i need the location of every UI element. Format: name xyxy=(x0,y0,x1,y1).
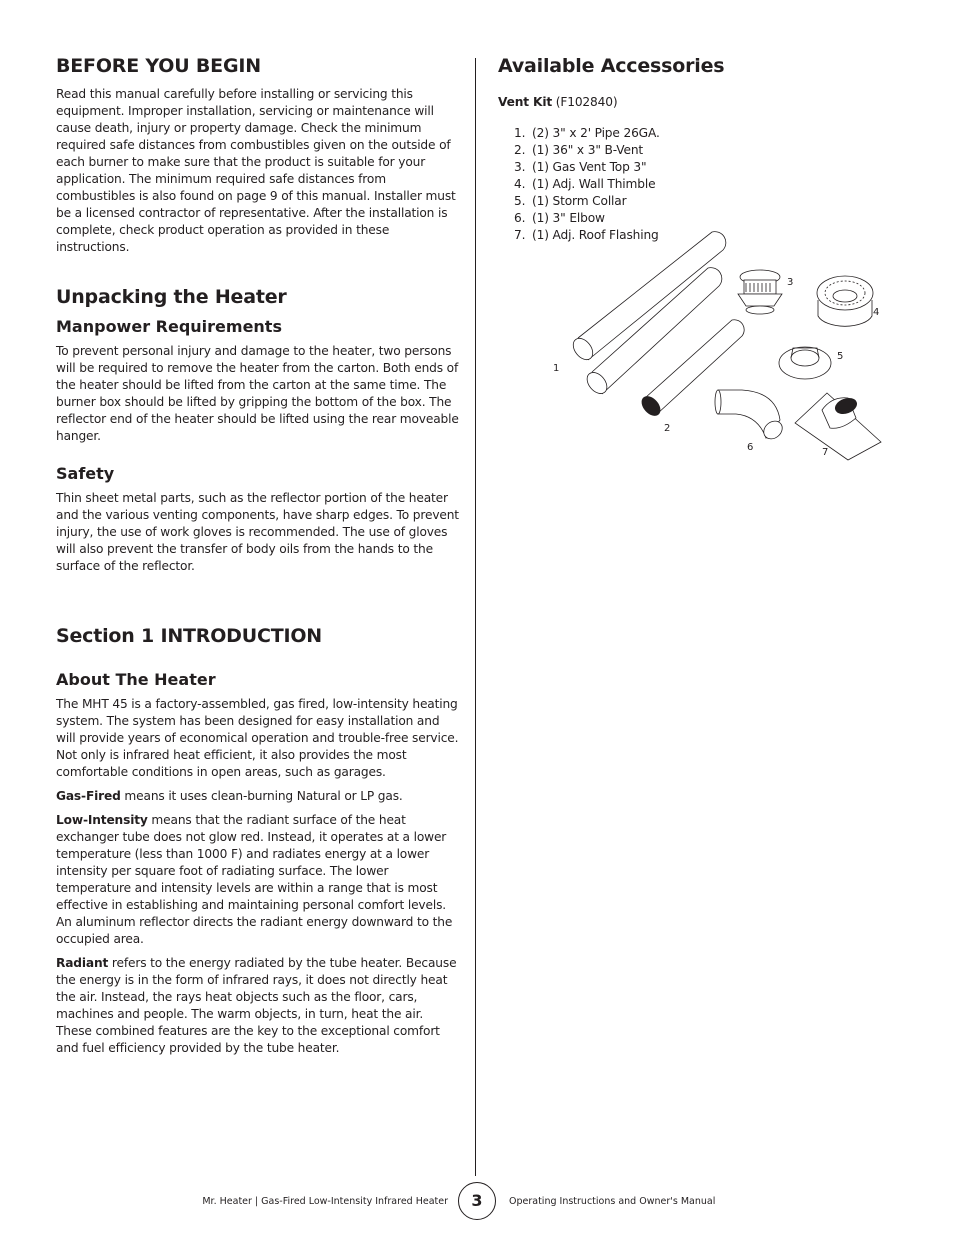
before-you-begin-heading: BEFORE YOU BEGIN xyxy=(56,55,261,77)
list-item: 3. (1) Gas Vent Top 3" xyxy=(514,160,647,174)
radiant-term: Radiant xyxy=(56,956,109,970)
introduction-heading: Section 1 INTRODUCTION xyxy=(56,625,322,647)
safety-heading: Safety xyxy=(56,464,115,483)
callout-5: 5 xyxy=(837,351,844,362)
low-intensity-paragraph xyxy=(56,812,460,948)
low-intensity-text: means that the radiant surface of the heat exchanger tube does not glow red. Instead, it operates at a lower temperature (less than 1000 F) and radiates energy at a lower intensity per square foot of radiating surface. The lower temperature and intensity levels are within a range that is most effective in establishing and maintaining personal comfort levels. An aluminum reflector directs the radiant energy downward to the occupied area. xyxy=(56,813,453,946)
storm-collar xyxy=(779,347,831,379)
unpacking-heading: Unpacking the Heater xyxy=(56,286,287,308)
about-heater-text: The MHT 45 is a factory-assembled, gas fired, low-intensity heating system. The system has been designed for easy installation and will provide years of economical operation and trouble-free service. Not only is infrared heat efficient, it also provides the most comfortable conditions in open areas, such as garages. xyxy=(56,697,459,779)
gas-fired-term: Gas-Fired xyxy=(56,789,121,803)
vent-kit-label: Vent Kit xyxy=(498,95,553,109)
callout-4: 4 xyxy=(873,307,880,318)
list-item: 2. (1) 36" x 3" B-Vent xyxy=(514,143,644,157)
page-number: 3 xyxy=(458,1182,496,1220)
callout-2: 2 xyxy=(664,423,671,434)
manpower-heading: Manpower Requirements xyxy=(56,317,282,336)
manpower-text: To prevent personal injury and damage to the heater, two persons will be required to remove the heater from the carton. Both ends of the heater should be lifted from the carton at the same time. The burner box should be lifted by gripping the bottom of the box. The reflector end of the heater should be lifted using the rear moveable hanger. xyxy=(56,344,459,443)
left-column xyxy=(56,54,460,1064)
low-intensity-term: Low-Intensity xyxy=(56,813,148,827)
wall-thimble xyxy=(817,276,873,326)
gas-fired-paragraph xyxy=(56,788,460,805)
callout-6: 6 xyxy=(747,442,754,453)
list-item: 7. (1) Adj. Roof Flashing xyxy=(514,228,659,242)
list-item: 6. (1) 3" Elbow xyxy=(514,211,605,225)
roof-flashing xyxy=(795,393,881,460)
gas-vent-top xyxy=(738,270,782,314)
callout-3: 3 xyxy=(787,277,794,288)
footer-right: Operating Instructions and Owner's Manual xyxy=(509,1196,716,1207)
radiant-text: refers to the energy radiated by the tube heater. Because the energy is in the form of infrared rays, it does not directly heat the air. Instead, the rays heat objects such as the floor, cars, machines and people. The warm objects, in turn, heat the air. These combined features are the key to the exceptional comfort and fuel efficiency provided by the tube heater. xyxy=(56,956,457,1055)
vent-kit-code: (F102840) xyxy=(552,95,618,109)
vent-kit-illustration xyxy=(540,220,900,470)
list-item: 1. (2) 3" x 2' Pipe 26GA. xyxy=(514,126,660,140)
before-you-begin-text: Read this manual carefully before installing or servicing this equipment. Improper installation, servicing or maintenance will cause death, injury or property damage. Check the minimum required safe distances from combustibles given on the outside of each burner to make sure that the product is suitable for your application. The minimum required safe distances from combustibles is also found on page 9 of this manual. Installer must be a licensed contractor of representative. After the installation is complete, check product operation as provided in these instructions. xyxy=(56,87,456,254)
gas-fired-text: means it uses clean-burning Natural or LP gas. xyxy=(120,789,403,803)
callout-1: 1 xyxy=(553,363,560,374)
vent-kit-title xyxy=(498,94,918,111)
callout-7: 7 xyxy=(822,447,829,458)
accessories-heading: Available Accessories xyxy=(498,55,725,77)
list-item: 4. (1) Adj. Wall Thimble xyxy=(514,177,656,191)
about-heater-heading: About The Heater xyxy=(56,670,216,689)
elbow xyxy=(715,390,786,443)
page-footer xyxy=(0,1190,954,1214)
column-divider xyxy=(475,58,476,1176)
safety-text: Thin sheet metal parts, such as the reflector portion of the heater and the various venting components, have sharp edges. To prevent injury, the use of work gloves is recommended. The use of gloves will also prevent the transfer of body oils from the hands to the surface of the reflector. xyxy=(56,491,459,573)
list-item: 5. (1) Storm Collar xyxy=(514,194,627,208)
footer-left: Mr. Heater | Gas-Fired Low-Intensity Infrared Heater xyxy=(202,1196,448,1207)
right-column xyxy=(498,54,918,244)
radiant-paragraph xyxy=(56,955,460,1057)
